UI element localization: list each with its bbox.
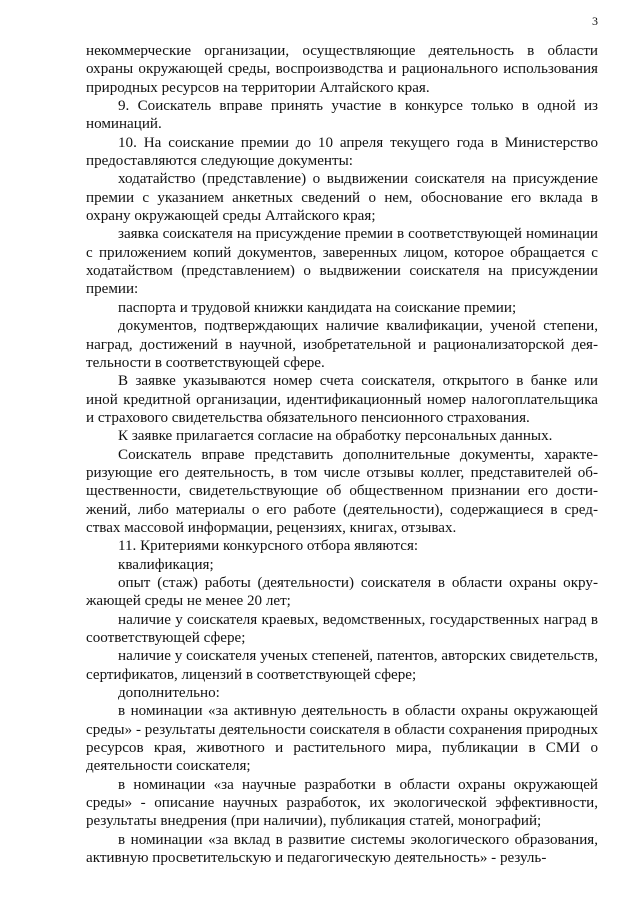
paragraph-item-9: 9. Соискатель вправе принять участие в конкурсе только в одной из номинаций.: [86, 98, 598, 133]
document-body: [86, 42, 598, 867]
paragraph-passport: паспорта и трудовой книжки кандидата на соискание премии;: [118, 299, 517, 316]
paragraph-application: заявка соискателя на присуждение премии в соответствующей номинации с приложением копий документов, заверенных лицом, которое обращается с ходатайством (представлением) о выдвижении соискателя на присуждении премии:: [86, 226, 598, 298]
paragraph-petition: ходатайство (представление) о выдвижении соискателя на присуждение премии с указанием анкетных сведений о нем, обоснование его вклада в охрану окружающей среды Алтайского края;: [86, 171, 598, 225]
paragraph-criterion-awards: наличие у соискателя краевых, ведомственных, государственных наград в соответствующей сфере;: [86, 611, 598, 646]
paragraph-criterion-experience: опыт (стаж) работы (деятельности) соискателя в области охраны окружающей среды не менее 20 лет;: [86, 574, 598, 610]
paragraph-item-11: 11. Критериями конкурсного отбора являются:: [118, 538, 419, 555]
paragraph-additional-documents: Соискатель вправе представить дополнительные документы, характеризующие его деятельность, в том числе отзывы коллег, представителей общественности, свидетельствующие об общественном признании его достижений, либо материалы о его работе (деятельности), содержащиеся в средствах массовой информации, рецензиях, книгах, отзывах.: [86, 446, 598, 536]
paragraph-item-10: 10. На соискание премии до 10 апреля текущего года в Министерство предоставляются следующие документы:: [86, 134, 598, 170]
paragraph-criterion-qualification: квалификация;: [118, 556, 214, 573]
paragraph-qualification-documents: документов, подтверждающих наличие квалификации, ученой степени, наград, достижений в научной, изобретательной и рационализаторской деятельности в соответствующей сфере.: [86, 318, 598, 371]
paragraph-personal-data-consent: К заявке прилагается согласие на обработку персональных данных.: [118, 428, 553, 445]
paragraph-nomination-education: в номинации «за вклад в развитие системы экологического образования, активную просветительскую и педагогическую деятельность» - резуль-: [86, 831, 598, 867]
paragraph-bank-account: В заявке указываются номер счета соискателя, открытого в банке или иной кредитной организации, идентификационный номер налогоплательщика и страхового свидетельства обязательного пенсионного страхования.: [86, 373, 598, 426]
page-number: 3: [592, 14, 598, 28]
paragraph-nomination-science: в номинации «за научные разработки в области охраны окружающей среды» - описание научных разработок, их экологической эффективности, результаты внедрения (при наличии), публикация статей, монографий;: [86, 776, 598, 830]
paragraph-continuation: некоммерческие организации, осуществляющие деятельность в области охраны окружающей среды, воспроизводства и рационального использования природных ресурсов на территории Алтайского края.: [86, 43, 598, 96]
paragraph-criterion-degrees: наличие у соискателя ученых степеней, патентов, авторских свидетельств, сертификатов, лицензий в соответствующей сфере;: [86, 648, 598, 683]
paragraph-nomination-active: в номинации «за активную деятельность в области охраны окружающей среды» - результаты деятельности соискателя в области сохранения природных ресурсов края, животного и растительного мира, публикации в СМИ о деятельности соискателя;: [86, 703, 598, 775]
paragraph-additionally: дополнительно:: [118, 685, 220, 702]
